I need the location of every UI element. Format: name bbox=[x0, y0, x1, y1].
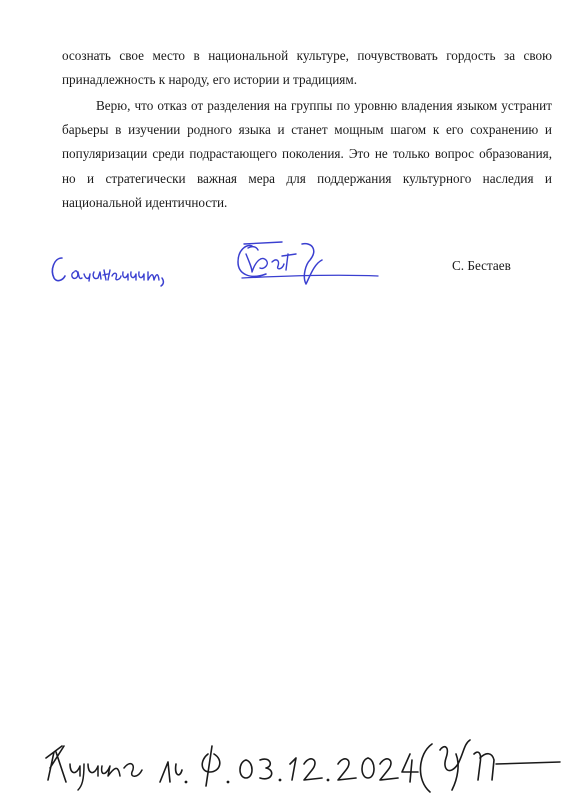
paragraph-main: Верю, что отказ от разделения на группы по уровню владения языком устранит барьеры в изучении родного языка и станет мощным шагом к его сохранению и популяризации среди подрастающего поколения. Это не только вопрос образования, но и стратегически важная мера для поддержания культурного наследия и национальной идентичности. bbox=[62, 98, 552, 210]
handwritten-note bbox=[40, 724, 565, 800]
paragraph-continuation: осознать свое место в национальной культуре, почувствовать гордость за свою принадлежность к народу, его истории и традициям. bbox=[62, 48, 552, 88]
handwritten-signoff bbox=[48, 250, 178, 290]
signer-name: С. Бестаев bbox=[452, 258, 511, 273]
signature bbox=[222, 234, 382, 290]
